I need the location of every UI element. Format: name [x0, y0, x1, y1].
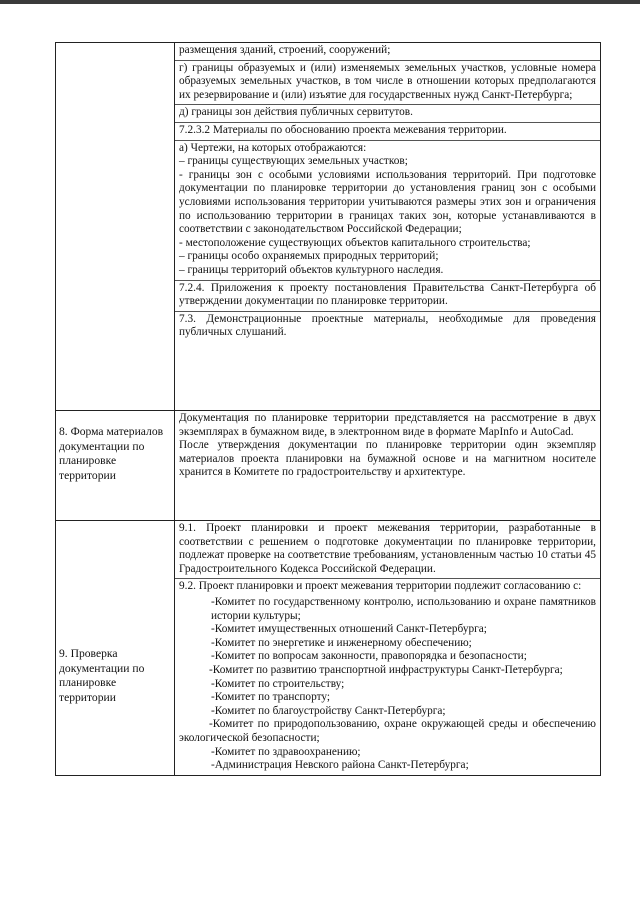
table-row — [56, 521, 601, 776]
row-label-cell — [56, 43, 175, 411]
requirements-table — [55, 42, 601, 776]
table-row — [56, 411, 601, 521]
row-content-cell — [175, 411, 601, 521]
paragraph: Документация по планировке территории представляется на рассмотрение в двух экземплярах в бумажном виде, в электронном виде в формате MapInfo и AutoCad. После утверждения документации по планировке территории один экземпляр материалов проекта планировки на бумажной основе и на магнитном носителе хранится в Комитете по градостроительству и архитектуре. — [179, 412, 596, 479]
list-item: -Комитет по государственному контролю, использованию и охране памятников истории культуры; — [211, 595, 596, 622]
row-content-cell — [175, 43, 601, 411]
paragraph: размещения зданий, строений, сооружений; — [179, 44, 391, 56]
top-border-line — [0, 0, 640, 4]
list-item: -Администрация Невского района Санкт-Петербурга; — [211, 759, 469, 772]
row-label-cell — [56, 521, 175, 776]
list-item: -Комитет имущественных отношений Санкт-Петербурга; — [211, 623, 487, 636]
list-item: -Комитет по вопросам законности, правопорядка и безопасности; — [211, 650, 527, 663]
paragraph: 7.2.4. Приложения к проекту постановления Правительства Санкт-Петербурга об утверждении документации по планировке территории. — [175, 280, 600, 311]
list-item: -Комитет по развитию транспортной инфраструктуры Санкт-Петербурга; — [209, 663, 563, 676]
list-item: -Комитет по транспорту; — [211, 691, 331, 704]
paragraph: д) границы зон действия публичных сервитутов. — [175, 104, 600, 122]
row-content-cell — [175, 521, 601, 776]
paragraph: 9.1. Проект планировки и проект межевания территории, разработанные в соответствии с решением о подготовке документации по планировке территории, подлежат проверке на соответствие требованиям, установленным частью 10 статьи 45 Градостроительного Кодекса Российской Федерации. — [179, 522, 596, 575]
paragraph: г) границы образуемых и (или) изменяемых земельных участков, условные номера образуемых земельных участков, в том числе в отношении которых предполагаются их резервирование и (или) изъятие для государственных нужд Санкт-Петербурга; — [175, 60, 600, 105]
row-label: 8. Форма материалов документации по планировке территории — [59, 425, 164, 482]
list-item: -Комитет по здравоохранению; — [211, 745, 361, 758]
paragraph: 7.3. Демонстрационные проектные материалы, необходимые для проведения публичных слушаний. — [175, 311, 600, 342]
list-item: -Комитет по природопользованию, охране окружающей среды и обеспечению экологической безопасности; — [179, 718, 596, 744]
row-label-cell — [56, 411, 175, 521]
paragraph: 9.2. Проект планировки и проект межевания территории подлежит согласованию с: — [175, 578, 600, 596]
agency-list — [175, 596, 600, 775]
list-item: -Комитет по энергетике и инженерному обеспечению; — [211, 636, 472, 649]
list-item: -Комитет по строительству; — [211, 677, 345, 690]
table-row — [56, 43, 601, 411]
list-item: -Комитет по благоустройству Санкт-Петербурга; — [211, 704, 446, 717]
paragraph: 7.2.3.2 Материалы по обоснованию проекта межевания территории. — [175, 122, 600, 140]
row-label: 9. Проверка документации по планировке территории — [59, 647, 145, 704]
drawings-paragraph: а) Чертежи, на которых отображаются: – границы существующих земельных участков; - границы зон с особыми условиями использования территорий. При подготовке документации по планировке территории до установления границ зон с особыми условиями использования территории учитываются размеры этих зон и ограничения по использованию территории в границах таких зон, которые устанавливаются в соответствии с законодательством Российской Федерации; - местоположение существующих объектов капитального строительства; – границы особо охраняемых природных территорий; – границы территорий объектов культурного наследия. — [175, 140, 600, 280]
